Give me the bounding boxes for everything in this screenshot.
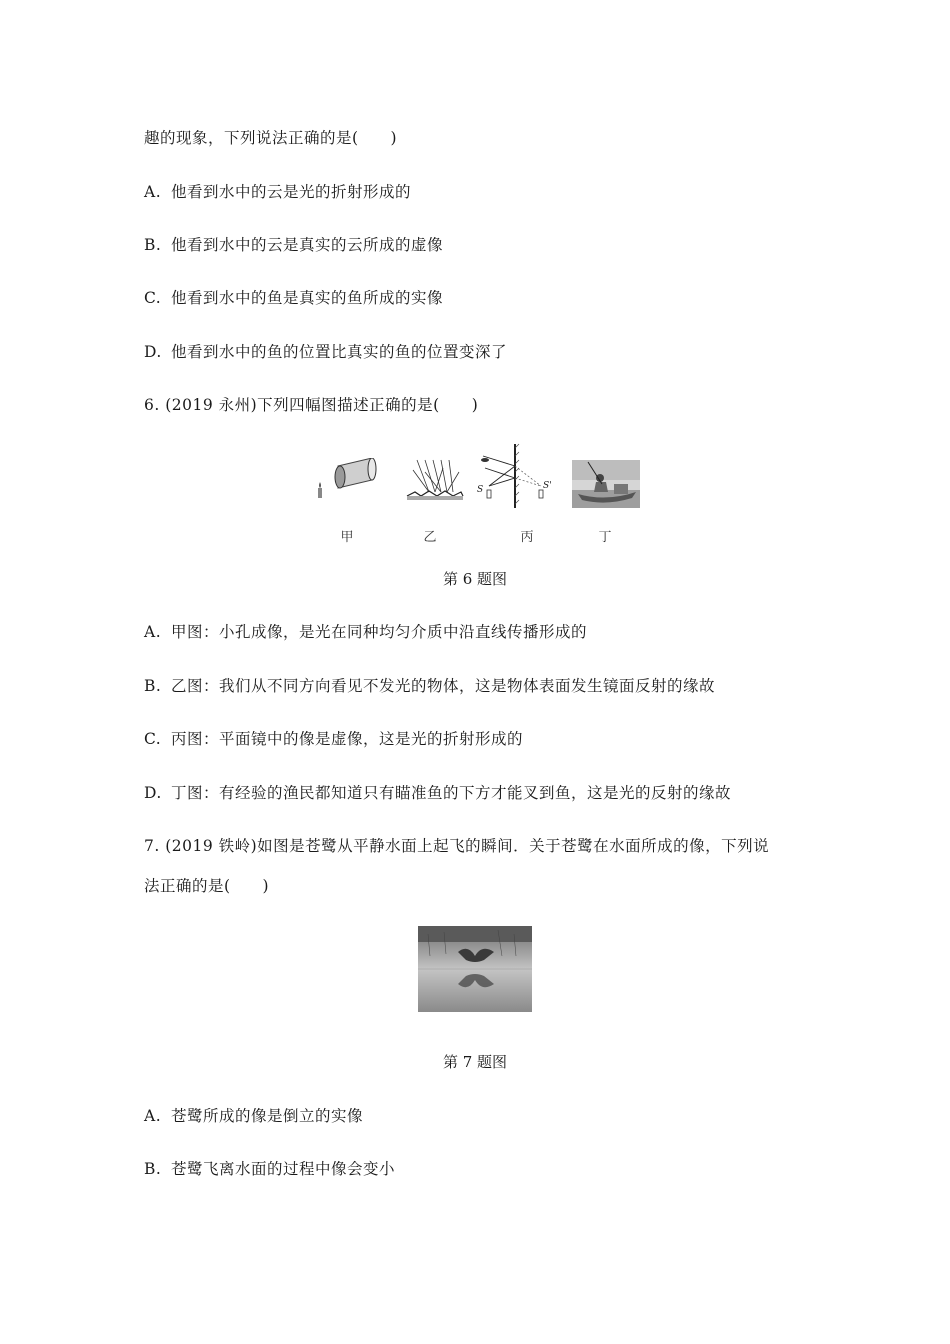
plane-mirror-figure [475, 442, 555, 512]
heron-photo [418, 926, 532, 1012]
diffuse-reflection-figure [405, 456, 465, 504]
label-s-prime: S' [543, 481, 552, 491]
pinhole-camera-figure [310, 458, 385, 498]
q5-option-a [144, 182, 411, 202]
q7-stem-line-2: 法正确的是( ) [144, 877, 270, 895]
q6-option-a [144, 622, 587, 642]
option-letter: A. [144, 1107, 162, 1125]
option-letter: B. [144, 236, 162, 254]
q7-option-a [144, 1106, 363, 1126]
q7-stem-line-1: 7. (2019 铁岭)如图是苍鹭从平静水面上起飞的瞬间．关于苍鹭在水面所成的像，下列说 [144, 837, 770, 855]
fig-label-yi: 乙 [423, 530, 437, 545]
q5-option-d [144, 342, 507, 362]
fisherman-figure [572, 460, 640, 508]
q6-option-c [144, 729, 523, 749]
fig-label-ding: 丁 [598, 530, 612, 545]
q6-stem: 6. (2019 永州)下列四幅图描述正确的是( ) [144, 396, 479, 414]
option-letter: A. [144, 623, 162, 641]
q7-option-b [144, 1159, 395, 1179]
q6-figure-row [300, 438, 650, 548]
fig-label-bing: 丙 [520, 530, 534, 545]
option-letter: D. [144, 784, 162, 802]
q5-option-b [144, 235, 443, 255]
fig-label-jia: 甲 [340, 530, 354, 545]
option-text: 苍鹭所成的像是倒立的实像 [171, 1107, 364, 1125]
label-s: S [477, 485, 484, 495]
option-letter: D. [144, 343, 162, 361]
option-text: 他看到水中的云是真实的云所成的虚像 [171, 236, 444, 254]
option-text: 苍鹭飞离水面的过程中像会变小 [171, 1160, 396, 1178]
option-text: 丁图：有经验的渔民都知道只有瞄准鱼的下方才能叉到鱼，这是光的反射的缘故 [171, 784, 732, 802]
option-letter: C. [144, 730, 162, 748]
option-letter: B. [144, 1160, 162, 1178]
option-letter: B. [144, 677, 162, 695]
option-text: 丙图：平面镜中的像是虚像，这是光的折射形成的 [171, 730, 524, 748]
q7-figure-caption: 第 7 题图 [442, 1053, 508, 1071]
q5-option-c [144, 288, 443, 308]
q6-option-b [144, 676, 715, 696]
option-text: 他看到水中的云是光的折射形成的 [171, 183, 412, 201]
option-letter: A. [144, 183, 162, 201]
option-text: 他看到水中的鱼是真实的鱼所成的实像 [171, 289, 444, 307]
option-text: 乙图：我们从不同方向看见不发光的物体，这是物体表面发生镜面反射的缘故 [171, 677, 716, 695]
option-letter: C. [144, 289, 162, 307]
q5-stem-continuation: 趣的现象，下列说法正确的是( ) [144, 129, 398, 147]
q6-option-d [144, 783, 731, 803]
q6-figure-caption: 第 6 题图 [442, 570, 508, 588]
option-text: 他看到水中的鱼的位置比真实的鱼的位置变深了 [171, 343, 508, 361]
option-text: 甲图：小孔成像，是光在同种均匀介质中沿直线传播形成的 [171, 623, 588, 641]
